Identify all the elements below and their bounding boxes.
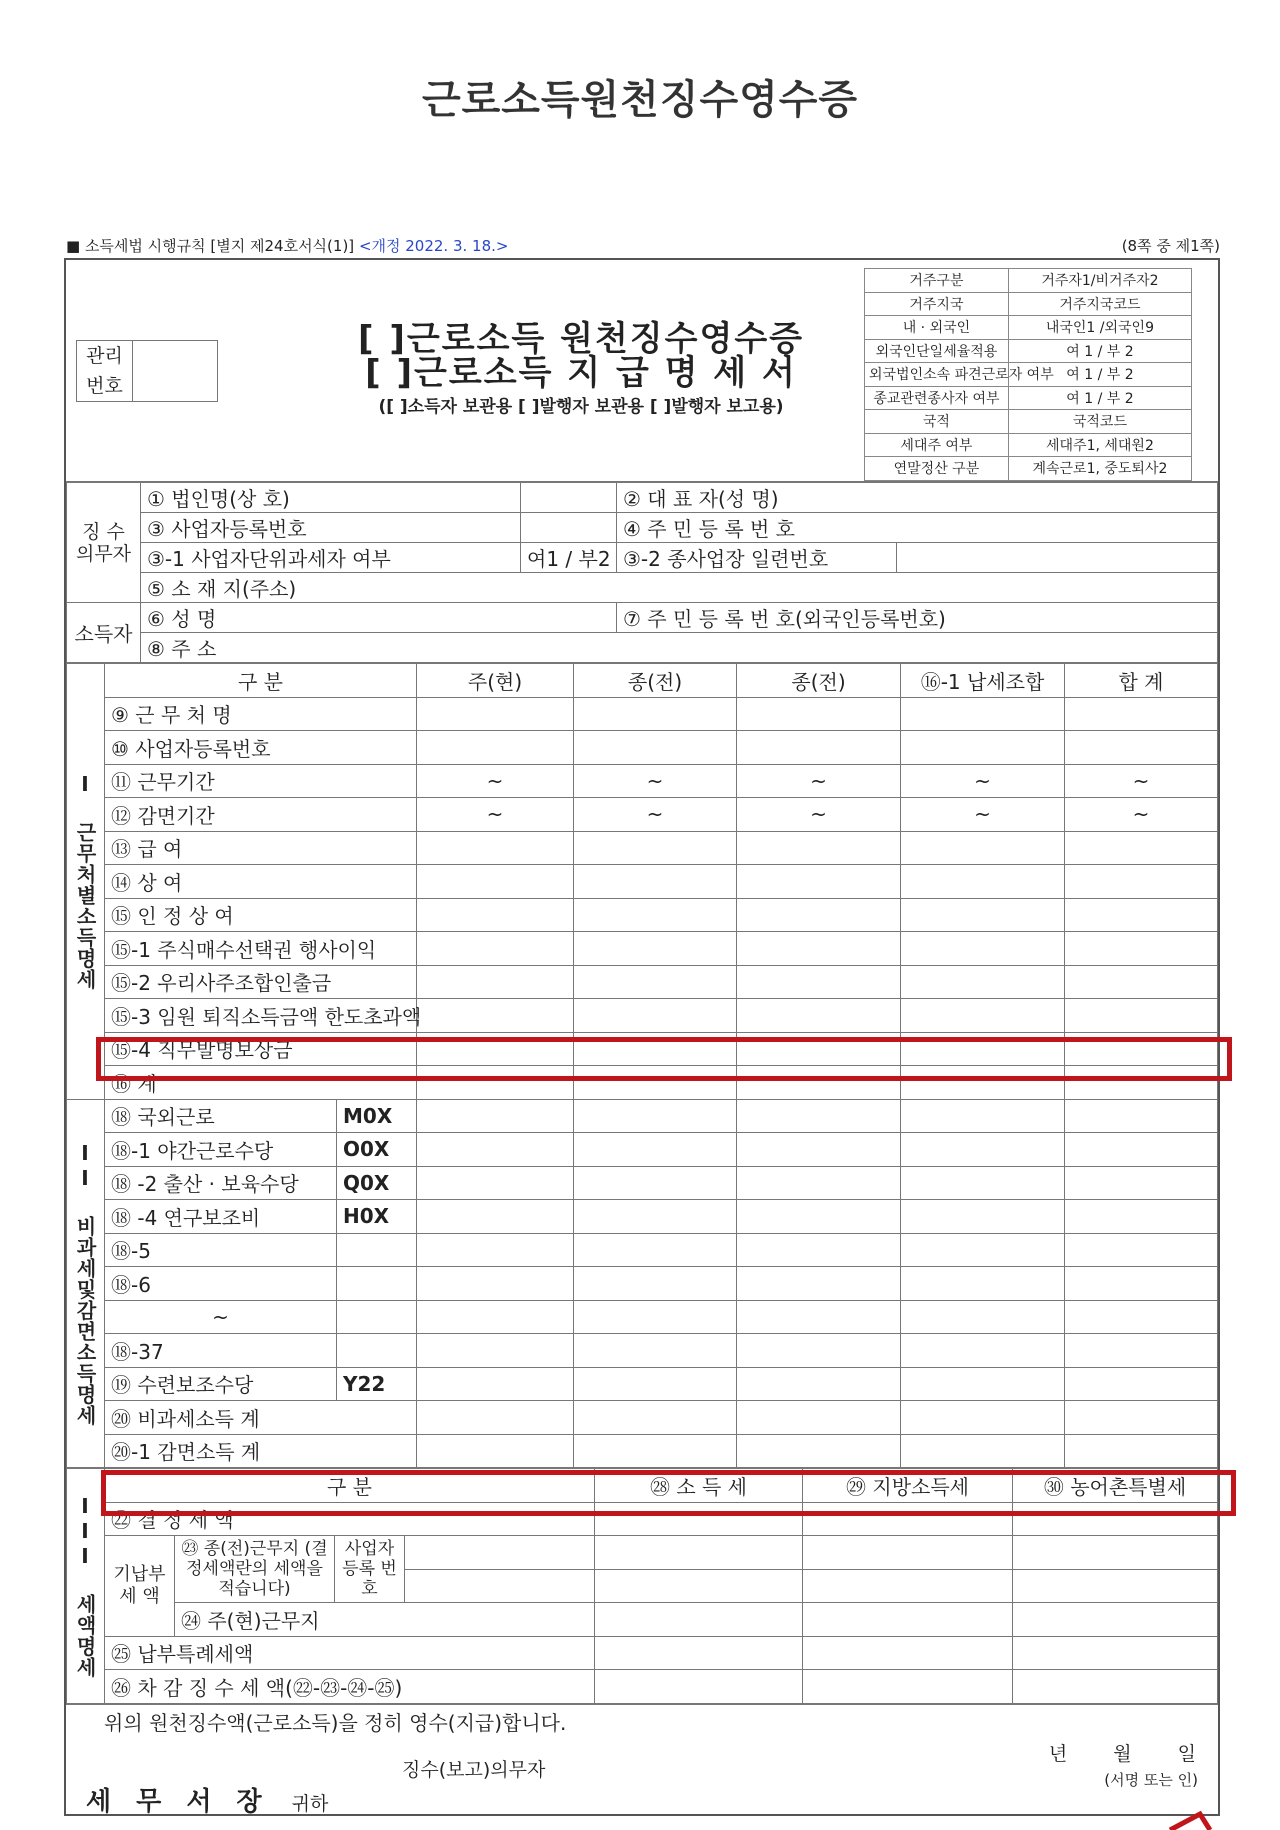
amount-cell[interactable] bbox=[417, 1300, 574, 1334]
signature-block bbox=[66, 1704, 1218, 1817]
unit-taxpayer-value[interactable]: 여1 / 부2 bbox=[521, 543, 617, 573]
payer-earner-table bbox=[66, 482, 1218, 663]
amount-cell[interactable] bbox=[737, 831, 901, 865]
amount-cell[interactable] bbox=[1065, 999, 1218, 1033]
table-row bbox=[67, 1434, 1218, 1468]
info-label: 거주지국 bbox=[865, 292, 1009, 316]
special-rural-tax[interactable] bbox=[1013, 1636, 1218, 1670]
amount-cell[interactable] bbox=[901, 999, 1065, 1033]
form-header bbox=[66, 235, 1220, 256]
tax-office-label bbox=[86, 1781, 328, 1818]
page-info: (8쪽 중 제1쪽) bbox=[1121, 237, 1220, 255]
section2-row-label: ⑱ -2 출산 · 보육수당 bbox=[105, 1166, 337, 1200]
amount-cell[interactable] bbox=[417, 1367, 574, 1401]
amount-cell[interactable] bbox=[901, 1267, 1065, 1301]
amount-cell[interactable] bbox=[417, 1133, 574, 1167]
amount-cell[interactable] bbox=[574, 731, 737, 765]
period-cell[interactable]: ~ bbox=[574, 764, 737, 798]
table-row bbox=[67, 865, 1218, 899]
table-row bbox=[67, 1367, 1218, 1401]
confirmation-text: 위의 원천징수액(근로소득)을 정히 영수(지급)합니다. bbox=[104, 1710, 567, 1735]
amount-cell[interactable] bbox=[901, 1233, 1065, 1267]
period-cell[interactable]: ~ bbox=[417, 764, 574, 798]
table-row bbox=[67, 1200, 1218, 1234]
special-income-tax[interactable] bbox=[595, 1636, 803, 1670]
section1-header: ⑯-1 납세조합 bbox=[901, 664, 1065, 698]
amount-cell[interactable] bbox=[737, 697, 901, 731]
amount-cell[interactable] bbox=[417, 1166, 574, 1200]
copy-type: ([ ]소득자 보관용 [ ]발행자 보관용 [ ]발행자 보고용) bbox=[378, 397, 784, 417]
amount-cell[interactable] bbox=[1065, 1133, 1218, 1167]
amount-cell[interactable] bbox=[737, 731, 901, 765]
section1-row-label: ⑮ 인 정 상 여 bbox=[105, 898, 417, 932]
table-row bbox=[67, 932, 1218, 966]
section1-header: 구 분 bbox=[105, 664, 417, 698]
section2-row-label: ⑲ 수련보조수당 bbox=[105, 1367, 337, 1401]
amount-cell[interactable] bbox=[901, 1334, 1065, 1368]
earner-name-field[interactable]: ⑥ 성 명 bbox=[141, 603, 617, 633]
net-local-tax[interactable] bbox=[803, 1670, 1013, 1704]
amount-cell[interactable] bbox=[737, 1300, 901, 1334]
representative-field[interactable]: ② 대 표 자(성 명) bbox=[617, 483, 1218, 513]
period-cell[interactable]: ~ bbox=[1065, 764, 1218, 798]
amount-cell[interactable] bbox=[901, 1200, 1065, 1234]
table-row bbox=[67, 898, 1218, 932]
table-row bbox=[67, 1267, 1218, 1301]
table-row bbox=[67, 1334, 1218, 1368]
amount-cell[interactable] bbox=[1065, 1401, 1218, 1435]
prev-income-tax[interactable] bbox=[595, 1536, 803, 1570]
table-row bbox=[67, 1133, 1218, 1167]
amount-cell[interactable] bbox=[417, 1099, 574, 1133]
management-number-label: 관리 번호 bbox=[77, 341, 133, 401]
amount-cell[interactable] bbox=[1065, 697, 1218, 731]
section2-row-label: ⑱-6 bbox=[105, 1267, 337, 1301]
amount-cell[interactable] bbox=[574, 1401, 737, 1435]
header-local-tax: ㉙ 지방소득세 bbox=[803, 1469, 1013, 1503]
current-work-label: ㉔ 주(현)근무지 bbox=[175, 1603, 595, 1637]
prev-local-tax[interactable] bbox=[803, 1536, 1013, 1570]
table-row bbox=[67, 1300, 1218, 1334]
amount-cell[interactable] bbox=[574, 932, 737, 966]
table-row bbox=[67, 1099, 1218, 1133]
amount-cell[interactable] bbox=[1065, 831, 1218, 865]
amount-cell[interactable] bbox=[574, 1233, 737, 1267]
table-row bbox=[67, 697, 1218, 731]
table-row bbox=[67, 764, 1218, 798]
title-receipt: [ ]근로소득 원천징수영수증 bbox=[357, 319, 805, 359]
amount-cell[interactable] bbox=[574, 1166, 737, 1200]
amount-cell[interactable] bbox=[417, 831, 574, 865]
amount-cell[interactable] bbox=[901, 1367, 1065, 1401]
corp-name-field[interactable]: ① 법인명(상 호) bbox=[141, 483, 521, 513]
unit-taxpayer-field[interactable]: ③-1 사업자단위과세자 여부 bbox=[141, 543, 521, 573]
amount-cell[interactable] bbox=[901, 1099, 1065, 1133]
section2-row-label: ⑱-37 bbox=[105, 1334, 337, 1368]
signature-field[interactable]: (서명 또는 인) bbox=[1104, 1770, 1198, 1789]
section1-side-label: I 근무처별소득명세 bbox=[67, 664, 105, 1100]
amount-cell[interactable] bbox=[417, 932, 574, 966]
info-label: 국적 bbox=[865, 410, 1009, 434]
amount-cell[interactable] bbox=[574, 1267, 737, 1301]
info-value[interactable]: 계속근로1, 중도퇴사2 bbox=[1008, 457, 1191, 481]
amount-cell[interactable] bbox=[1065, 932, 1218, 966]
section3-side-label: III 세액명세 bbox=[67, 1469, 105, 1704]
amount-cell[interactable] bbox=[574, 1434, 737, 1468]
address-field[interactable]: ⑤ 소 재 지(주소) bbox=[141, 573, 1218, 603]
special-local-tax[interactable] bbox=[803, 1636, 1013, 1670]
honorific: 귀하 bbox=[291, 1792, 329, 1815]
amount-cell[interactable] bbox=[574, 999, 737, 1033]
info-value[interactable]: 국적코드 bbox=[1008, 410, 1191, 434]
prev-rural-tax-2[interactable] bbox=[1013, 1569, 1218, 1603]
period-cell[interactable]: ~ bbox=[417, 798, 574, 832]
amount-cell[interactable] bbox=[574, 1133, 737, 1167]
amount-cell[interactable] bbox=[1065, 865, 1218, 899]
management-number-field[interactable] bbox=[133, 341, 217, 401]
section2-row-label: ⑱ 국외근로 bbox=[105, 1099, 337, 1133]
resident-reg-field[interactable]: ④ 주 민 등 록 번 호 bbox=[617, 513, 1218, 543]
section1-header: 합 계 bbox=[1065, 664, 1218, 698]
prev-work-bizno-2[interactable] bbox=[405, 1569, 595, 1603]
net-rural-tax[interactable] bbox=[1013, 1670, 1218, 1704]
amount-cell[interactable] bbox=[417, 898, 574, 932]
section2-side-label: II 비과세및감면소득명세 bbox=[67, 1099, 105, 1468]
amount-cell[interactable] bbox=[574, 1334, 737, 1368]
bizno-label: 사업자 등록 번호 bbox=[335, 1536, 405, 1603]
prev-income-tax-2[interactable] bbox=[595, 1569, 803, 1603]
amount-cell[interactable] bbox=[417, 1334, 574, 1368]
tax-office-name: 세 무 서 장 bbox=[86, 1786, 270, 1817]
nontax-code bbox=[337, 1267, 417, 1301]
nontax-code: M0X bbox=[337, 1099, 417, 1133]
nontax-code: O0X bbox=[337, 1133, 417, 1167]
amount-cell[interactable] bbox=[737, 965, 901, 999]
amount-cell[interactable] bbox=[737, 1367, 901, 1401]
earner-label: 소득자 bbox=[67, 603, 141, 663]
info-value[interactable]: 세대주1, 세대원2 bbox=[1008, 433, 1191, 457]
nontax-code bbox=[337, 1334, 417, 1368]
section2-row-label: ⑱ -4 연구보조비 bbox=[105, 1200, 337, 1234]
table-row bbox=[67, 1401, 1218, 1435]
amount-cell[interactable] bbox=[417, 1401, 574, 1435]
residency-info-table bbox=[864, 268, 1192, 481]
info-label: 외국법인소속 파견근로자 여부 bbox=[865, 363, 1009, 387]
section1-header: 주(현) bbox=[417, 664, 574, 698]
amount-cell[interactable] bbox=[1065, 1300, 1218, 1334]
arrow-icon bbox=[1170, 1812, 1210, 1830]
section1-row-label: ⑬ 급 여 bbox=[105, 831, 417, 865]
amount-cell[interactable] bbox=[737, 1233, 901, 1267]
amount-cell[interactable] bbox=[737, 932, 901, 966]
amount-cell[interactable] bbox=[737, 898, 901, 932]
section1-row-label: ⑯ 계 bbox=[105, 1066, 417, 1100]
amount-cell[interactable] bbox=[901, 1401, 1065, 1435]
amount-cell[interactable] bbox=[901, 731, 1065, 765]
info-value[interactable]: 내국인1 /외국인9 bbox=[1008, 316, 1191, 340]
section1-row-label: ⑮-2 우리사주조합인출금 bbox=[105, 965, 417, 999]
nontax-code bbox=[337, 1300, 417, 1334]
amount-cell[interactable] bbox=[574, 1300, 737, 1334]
amount-cell[interactable] bbox=[901, 831, 1065, 865]
amount-cell[interactable] bbox=[417, 865, 574, 899]
amount-cell[interactable] bbox=[417, 697, 574, 731]
amount-cell[interactable] bbox=[901, 1166, 1065, 1200]
section1-row-label: ⑮-1 주식매수선택권 행사이익 bbox=[105, 932, 417, 966]
amount-cell[interactable] bbox=[737, 865, 901, 899]
earner-id-field[interactable]: ⑦ 주 민 등 록 번 호(외국인등록번호) bbox=[617, 603, 1218, 633]
page-title: 근로소득원천징수영수증 bbox=[421, 77, 859, 123]
section2-row-label: ~ bbox=[105, 1300, 337, 1334]
current-income-tax[interactable] bbox=[595, 1603, 803, 1637]
table-row bbox=[67, 1233, 1218, 1267]
info-value[interactable]: 거주지국코드 bbox=[1008, 292, 1191, 316]
info-label: 거주구분 bbox=[865, 269, 1009, 293]
withholding-agent-label: 징수(보고)의무자 bbox=[402, 1758, 546, 1781]
section1-row-label: ⑫ 감면기간 bbox=[105, 798, 417, 832]
amount-cell[interactable] bbox=[417, 1200, 574, 1234]
amount-cell[interactable] bbox=[737, 1401, 901, 1435]
header-rural-tax: ㉚ 농어촌특별세 bbox=[1013, 1469, 1218, 1503]
period-cell[interactable]: ~ bbox=[1065, 798, 1218, 832]
section1-row-label: ⑩ 사업자등록번호 bbox=[105, 731, 417, 765]
amount-cell[interactable] bbox=[901, 1434, 1065, 1468]
period-cell[interactable]: ~ bbox=[737, 798, 901, 832]
title-statement: [ ]근로소득 지 급 명 세 서 bbox=[365, 353, 797, 393]
period-cell[interactable]: ~ bbox=[901, 764, 1065, 798]
amount-cell[interactable] bbox=[574, 1200, 737, 1234]
amount-cell[interactable] bbox=[1065, 1200, 1218, 1234]
section2-row-label: ⑳ 비과세소득 계 bbox=[105, 1401, 417, 1435]
amount-cell[interactable] bbox=[417, 731, 574, 765]
amount-cell[interactable] bbox=[737, 1334, 901, 1368]
prev-work-label: ㉓ 종(전)근무지 (결정세액란의 세액을 적습니다) bbox=[175, 1536, 335, 1603]
amount-cell[interactable] bbox=[1065, 1233, 1218, 1267]
net-income-tax[interactable] bbox=[595, 1670, 803, 1704]
amount-cell[interactable] bbox=[737, 999, 901, 1033]
law-reference: ■ 소득세법 시행규칙 [별지 제24호서식(1)] bbox=[66, 237, 355, 255]
amount-cell[interactable] bbox=[737, 1133, 901, 1167]
info-value[interactable]: 거주자1/비거주자2 bbox=[1008, 269, 1191, 293]
table-row bbox=[67, 999, 1218, 1033]
section1-row-label: ⑮-3 임원 퇴직소득금액 한도초과액 bbox=[105, 999, 417, 1033]
section2-row-label: ⑳-1 감면소득 계 bbox=[105, 1434, 417, 1468]
table-row bbox=[67, 965, 1218, 999]
info-label: 연말정산 구분 bbox=[865, 457, 1009, 481]
info-label: 외국인단일세율적용 bbox=[865, 339, 1009, 363]
amount-cell[interactable] bbox=[901, 1300, 1065, 1334]
info-label: 종교관련종사자 여부 bbox=[865, 386, 1009, 410]
amount-cell[interactable] bbox=[574, 865, 737, 899]
amount-cell[interactable] bbox=[1065, 1099, 1218, 1133]
table-row bbox=[67, 798, 1218, 832]
nontax-code bbox=[337, 1233, 417, 1267]
current-local-tax[interactable] bbox=[803, 1603, 1013, 1637]
period-cell[interactable]: ~ bbox=[574, 798, 737, 832]
amount-cell[interactable] bbox=[1065, 1434, 1218, 1468]
amount-cell[interactable] bbox=[417, 1233, 574, 1267]
amount-cell[interactable] bbox=[574, 1367, 737, 1401]
info-value[interactable]: 여 1 / 부 2 bbox=[1008, 386, 1191, 410]
management-number-box bbox=[76, 340, 218, 402]
header-income-tax: ㉘ 소 득 세 bbox=[595, 1469, 803, 1503]
amount-cell[interactable] bbox=[574, 1099, 737, 1133]
amount-cell[interactable] bbox=[737, 1434, 901, 1468]
amount-cell[interactable] bbox=[737, 1099, 901, 1133]
amount-cell[interactable] bbox=[417, 999, 574, 1033]
amount-cell[interactable] bbox=[574, 898, 737, 932]
section1-row-label: ⑨ 근 무 처 명 bbox=[105, 697, 417, 731]
amount-cell[interactable] bbox=[574, 697, 737, 731]
net-tax-label: ㉖ 차 감 징 수 세 액(㉒-㉓-㉔-㉕) bbox=[105, 1670, 595, 1704]
section2-row-label: ⑱-5 bbox=[105, 1233, 337, 1267]
revision-date: <개정 2022. 3. 18.> bbox=[358, 237, 509, 255]
amount-cell[interactable] bbox=[737, 1200, 901, 1234]
amount-cell[interactable] bbox=[417, 1267, 574, 1301]
table-row bbox=[67, 731, 1218, 765]
workplace-serial-field[interactable]: ③-2 종사업장 일련번호 bbox=[617, 543, 897, 573]
special-tax-label: ㉕ 납부특례세액 bbox=[105, 1636, 595, 1670]
amount-cell[interactable] bbox=[901, 865, 1065, 899]
nontax-code: Q0X bbox=[337, 1166, 417, 1200]
section1-row-label: ⑮-4 직무발명보상금 bbox=[105, 1032, 417, 1066]
info-label: 세대주 여부 bbox=[865, 433, 1009, 457]
amount-cell[interactable] bbox=[574, 831, 737, 865]
prev-rural-tax[interactable] bbox=[1013, 1536, 1218, 1570]
amount-cell[interactable] bbox=[901, 898, 1065, 932]
period-cell[interactable]: ~ bbox=[737, 764, 901, 798]
info-value[interactable]: 여 1 / 부 2 bbox=[1008, 339, 1191, 363]
amount-cell[interactable] bbox=[1065, 1267, 1218, 1301]
form-title bbox=[296, 319, 866, 417]
section1-row-label: ⑪ 근무기간 bbox=[105, 764, 417, 798]
amount-cell[interactable] bbox=[901, 965, 1065, 999]
info-label: 내 · 외국인 bbox=[865, 316, 1009, 340]
amount-cell[interactable] bbox=[1065, 965, 1218, 999]
highlight-total-row bbox=[96, 1037, 1232, 1081]
table-row bbox=[67, 831, 1218, 865]
current-rural-tax[interactable] bbox=[1013, 1603, 1218, 1637]
amount-cell[interactable] bbox=[417, 965, 574, 999]
nontax-code: Y22 bbox=[337, 1367, 417, 1401]
section1-row-label: ⑭ 상 여 bbox=[105, 865, 417, 899]
highlight-decided-tax-row bbox=[101, 1470, 1236, 1516]
table-row bbox=[67, 1166, 1218, 1200]
prev-local-tax-2[interactable] bbox=[803, 1569, 1013, 1603]
amount-cell[interactable] bbox=[901, 1133, 1065, 1167]
date-field[interactable]: 년 월 일 bbox=[1048, 1742, 1196, 1765]
form-top-block bbox=[66, 260, 1218, 482]
nontax-code: H0X bbox=[337, 1200, 417, 1234]
earner-address-field[interactable]: ⑧ 주 소 bbox=[141, 633, 1218, 663]
amount-cell[interactable] bbox=[1065, 1367, 1218, 1401]
amount-cell[interactable] bbox=[1065, 898, 1218, 932]
amount-cell[interactable] bbox=[417, 1434, 574, 1468]
amount-cell[interactable] bbox=[1065, 1334, 1218, 1368]
amount-cell[interactable] bbox=[574, 965, 737, 999]
period-cell[interactable]: ~ bbox=[901, 798, 1065, 832]
section1-header: 종(전) bbox=[574, 664, 737, 698]
amount-cell[interactable] bbox=[1065, 731, 1218, 765]
amount-cell[interactable] bbox=[737, 1166, 901, 1200]
payer-label: 징 수 의무자 bbox=[67, 483, 141, 603]
section2-row-label: ⑱-1 야간근로수당 bbox=[105, 1133, 337, 1167]
amount-cell[interactable] bbox=[1065, 1166, 1218, 1200]
amount-cell[interactable] bbox=[901, 932, 1065, 966]
amount-cell[interactable] bbox=[737, 1267, 901, 1301]
decided-tax-label: ㉒ 결 정 세 액 bbox=[105, 1502, 595, 1536]
prepaid-tax-label: 기납부 세 액 bbox=[105, 1536, 175, 1637]
amount-cell[interactable] bbox=[901, 697, 1065, 731]
section3-header-label: 구 분 bbox=[105, 1469, 595, 1503]
info-value[interactable]: 여 1 / 부 2 bbox=[1008, 363, 1191, 387]
prev-work-bizno[interactable] bbox=[405, 1536, 595, 1570]
business-reg-field[interactable]: ③ 사업자등록번호 bbox=[141, 513, 521, 543]
section1-header: 종(전) bbox=[737, 664, 901, 698]
